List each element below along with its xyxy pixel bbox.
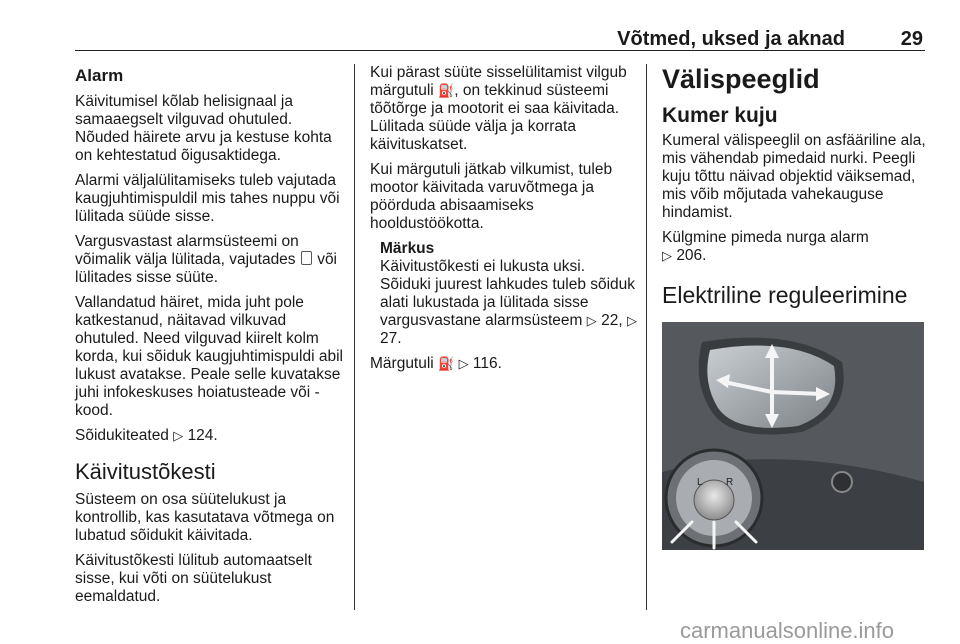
watermark: carmanualsonline.info [680, 618, 895, 643]
column-right [662, 64, 927, 321]
page-reference[interactable]: 22, [601, 312, 623, 329]
paragraph: Vallandatud häiret, mida juht pole katkestanud, näitavad vilkuvad ohutuled. Need vilguvad kiirelt kolm korda, kui sõiduk kaugjuhtimispuldi abil lukust avatakse. Peale selle kuvatakse juhi infokeskuses hoiatusteade või -kood. [75, 294, 343, 419]
note-title: Märkus [380, 240, 435, 257]
paragraph [75, 233, 350, 287]
paragraph [662, 229, 927, 265]
valispeeglid-heading: Välispeeglid [662, 64, 820, 94]
page-reference[interactable]: 116. [472, 355, 502, 372]
elektriline-heading: Elektriline reguleerimine [662, 282, 908, 308]
text: Vargusvastast alarmsüsteemi on võimalik välja lülitada, vajutades [75, 233, 299, 268]
ref-arrow-icon: ▷ [586, 313, 597, 328]
immobilizer-car-icon: ⛽ [438, 83, 455, 98]
paragraph: Süsteem on osa süütelukust ja kontrollib, kas kasutatava võtmega on lubatud sõidukit käivitada. [75, 491, 335, 544]
text: Sõidukiteated [75, 427, 169, 444]
note-text [380, 258, 638, 348]
paragraph [370, 64, 638, 154]
text: Kui pärast süüte sisselülitamist vilgub märgutuli [370, 64, 627, 99]
page-reference[interactable]: 206. [676, 247, 707, 264]
column-middle [370, 64, 638, 380]
paragraph: Kui märgutuli jätkab vilkumist, tuleb mootor käivitada varuvõtmega ja pöörduda abisaamiseks hooldustöökotta. [370, 161, 613, 232]
text: või lülitades sisse süüte. [75, 251, 338, 286]
mirror-adjustment-photo [662, 322, 924, 550]
page-number: 29 [900, 28, 923, 50]
left-mirror-label: L [697, 477, 703, 488]
lock-icon [301, 251, 312, 265]
immobilizer-car-icon: ⛽ [438, 356, 455, 371]
right-mirror-label: R [726, 477, 734, 488]
chapter-title: Võtmed, uksed ja aknad [617, 28, 845, 50]
text: Käivitustõkesti ei lukusta uksi. Sõiduki juurest lahkudes tuleb sõiduk alati lukustada ja lülitada sisse vargusvastane alarmsüsteem [380, 258, 636, 329]
ref-arrow-icon: ▷ [662, 248, 672, 263]
kaivitustokesti-heading: Käivitustõkesti [75, 459, 216, 484]
kumer-kuju-heading: Kumer kuju [662, 104, 778, 127]
column-left [75, 64, 350, 613]
text: Külgmine pimeda nurga alarm [662, 229, 869, 246]
note-box [380, 240, 638, 348]
text: , on tekkinud süsteemi tõõtõrge ja mootorit ei saa käivitada. Lülitada süüde välja ja korrata käivituskatset. [370, 82, 619, 153]
text: Märgutuli [370, 355, 434, 372]
page-reference[interactable]: 27. [380, 330, 402, 347]
paragraph [370, 355, 638, 373]
ref-arrow-icon: ▷ [626, 313, 637, 328]
paragraph [75, 427, 350, 445]
paragraph: Alarmi väljalülitamiseks tuleb vajutada kaugjuhtimispuldil mis tahes nuppu või lülitada süüde sisse. [75, 172, 340, 225]
column-divider [646, 64, 647, 610]
mirror-photo-illustration [662, 322, 924, 550]
column-divider [354, 64, 355, 610]
paragraph: Käivitumisel kõlab helisignaal ja samaaegselt vilguvad ohutuled. Nõuded häirete arvu ja kestuse kohta on kehtestatud õigusaktidega. [75, 93, 332, 164]
alarm-heading: Alarm [75, 66, 124, 85]
paragraph: Kumeral välispeeglil on asfääriline ala, mis vähendab pimedaid nurki. Peegli kuju tõttu näivad objektid väiksemad, mis võib mõjutada vahekauguse hindamist. [662, 132, 926, 221]
ref-arrow-icon: ▷ [458, 356, 469, 371]
page-header [75, 28, 925, 51]
ref-arrow-icon: ▷ [173, 428, 184, 443]
page-reference[interactable]: 124. [187, 427, 218, 444]
paragraph: Käivitustõkesti lülitub automaatselt sisse, kui võti on süütelukust eemaldatud. [75, 552, 312, 605]
